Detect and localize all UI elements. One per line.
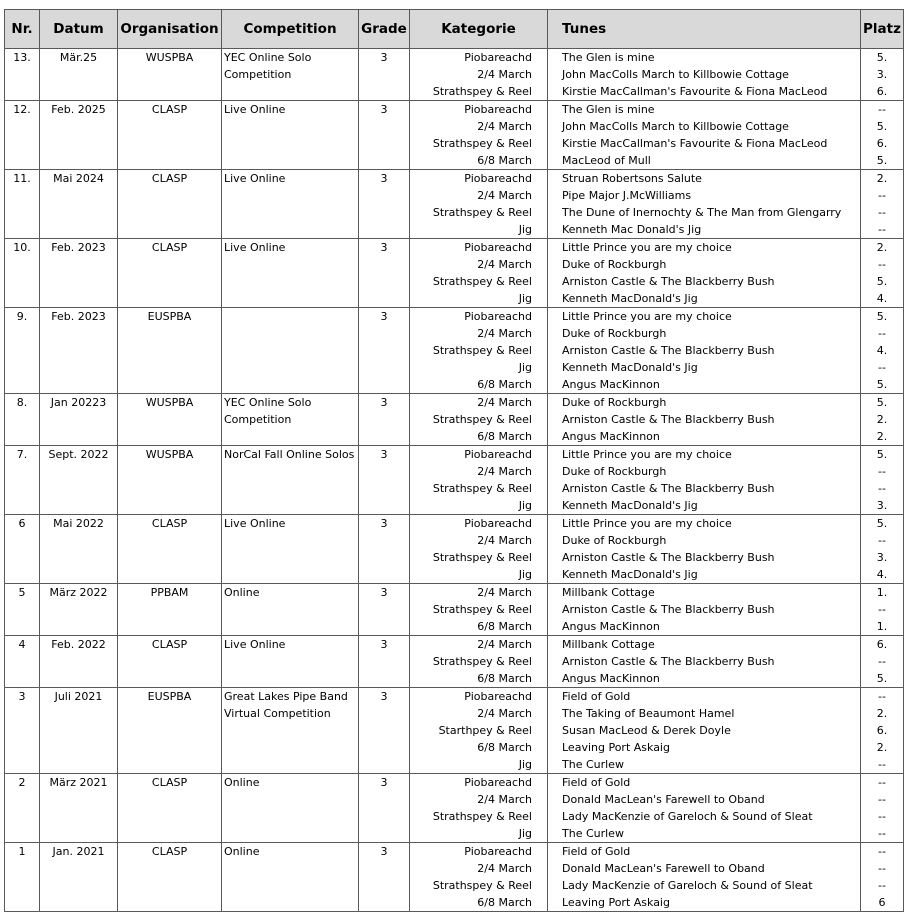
cell-datum: Feb. 2025 [40, 101, 118, 170]
kategorie-line: 6/8 March [477, 741, 532, 754]
tune-line: Duke of Rockburgh [562, 327, 667, 340]
kategorie-line: 2/4 March [477, 396, 532, 409]
cell-datum: Sept. 2022 [40, 446, 118, 515]
kategorie-line: 2/4 March [477, 707, 532, 720]
platz-line: -- [878, 189, 886, 202]
cell-platz [861, 515, 904, 584]
cell-organisation: WUSPBA [118, 446, 222, 515]
cell-platz [861, 239, 904, 308]
platz-line: 2. [876, 172, 888, 185]
platz-line: -- [878, 258, 886, 271]
cell-kategorie [410, 843, 548, 912]
cell-organisation: CLASP [118, 636, 222, 688]
platz-line: 5. [876, 120, 888, 133]
cell-nr: 7. [5, 446, 40, 515]
cell-organisation: CLASP [118, 843, 222, 912]
kategorie-line: Piobareachd [464, 517, 532, 530]
cell-datum: März 2021 [40, 774, 118, 843]
cell-kategorie [410, 170, 548, 239]
platz-line: 5. [876, 378, 888, 391]
cell-platz [861, 584, 904, 636]
cell-competition: Online [222, 774, 359, 843]
tune-line: Arniston Castle & The Blackberry Bush [562, 551, 775, 564]
kategorie-line: Strathspey & Reel [432, 879, 532, 892]
kategorie-line: 2/4 March [477, 793, 532, 806]
kategorie-line: Piobareachd [464, 51, 532, 64]
platz-line: -- [878, 655, 886, 668]
cell-grade: 3 [359, 688, 410, 774]
results-table-wrapper [4, 9, 904, 912]
tune-line: Little Prince you are my choice [562, 241, 732, 254]
platz-line: 5. [876, 517, 888, 530]
tune-line: Donald MacLean's Farewell to Oband [562, 862, 765, 875]
cell-grade: 3 [359, 49, 410, 101]
kategorie-line: 6/8 March [477, 896, 532, 909]
header-kategorie: Kategorie [410, 10, 548, 49]
cell-kategorie [410, 774, 548, 843]
platz-line: 5. [876, 396, 888, 409]
cell-nr: 6 [5, 515, 40, 584]
tune-line: The Dune of Inernochty & The Man from Glengarry [562, 206, 842, 219]
cell-nr: 13. [5, 49, 40, 101]
cell-tunes [548, 446, 861, 515]
cell-organisation: CLASP [118, 170, 222, 239]
tune-line: Millbank Cottage [562, 586, 655, 599]
platz-line: 3. [876, 68, 888, 81]
kategorie-line: 2/4 March [477, 465, 532, 478]
cell-tunes [548, 101, 861, 170]
cell-platz [861, 774, 904, 843]
platz-line: -- [878, 879, 886, 892]
cell-platz [861, 170, 904, 239]
platz-line: -- [878, 327, 886, 340]
platz-line: 5. [876, 275, 888, 288]
cell-datum: Mär.25 [40, 49, 118, 101]
kategorie-line: 6/8 March [477, 620, 532, 633]
tune-line: Little Prince you are my choice [562, 448, 732, 461]
cell-kategorie [410, 688, 548, 774]
platz-line: 2. [876, 741, 888, 754]
tune-line: The Curlew [562, 827, 624, 840]
kategorie-line: Jig [518, 223, 532, 236]
platz-line: -- [878, 758, 886, 771]
kategorie-line: Piobareachd [464, 103, 532, 116]
cell-kategorie [410, 308, 548, 394]
cell-platz [861, 843, 904, 912]
platz-line: 2. [876, 413, 888, 426]
cell-datum: Juli 2021 [40, 688, 118, 774]
tune-line: Angus MacKinnon [562, 378, 660, 391]
cell-platz [861, 49, 904, 101]
cell-competition: Online [222, 584, 359, 636]
platz-line: 6. [876, 137, 888, 150]
tune-line: Kirstie MacCallman's Favourite & Fiona MacLeod [562, 85, 828, 98]
tune-line: Duke of Rockburgh [562, 534, 667, 547]
header-platz: Platz [861, 10, 904, 49]
platz-line: 5. [876, 51, 888, 64]
platz-line: -- [878, 690, 886, 703]
tune-line: Field of Gold [562, 776, 631, 789]
cell-platz [861, 636, 904, 688]
cell-grade: 3 [359, 239, 410, 308]
kategorie-line: Starthpey & Reel [438, 724, 532, 737]
platz-line: 2. [876, 707, 888, 720]
tune-line: Lady MacKenzie of Gareloch & Sound of Sleat [562, 810, 813, 823]
cell-tunes [548, 170, 861, 239]
tune-line: Field of Gold [562, 845, 631, 858]
header-tunes: Tunes [548, 10, 861, 49]
table-row [5, 239, 904, 308]
cell-kategorie [410, 239, 548, 308]
cell-organisation: EUSPBA [118, 688, 222, 774]
platz-line: 1. [876, 620, 888, 633]
platz-line: 4. [876, 292, 888, 305]
cell-datum: Jan. 2021 [40, 843, 118, 912]
cell-nr: 9. [5, 308, 40, 394]
kategorie-line: 6/8 March [477, 672, 532, 685]
cell-organisation: PPBAM [118, 584, 222, 636]
kategorie-line: Piobareachd [464, 776, 532, 789]
table-row [5, 49, 904, 101]
kategorie-line: Strathspey & Reel [432, 344, 532, 357]
kategorie-line: 2/4 March [477, 638, 532, 651]
cell-grade: 3 [359, 774, 410, 843]
kategorie-line: Jig [518, 758, 532, 771]
platz-line: 6. [876, 638, 888, 651]
tune-line: Little Prince you are my choice [562, 310, 732, 323]
kategorie-line: Piobareachd [464, 690, 532, 703]
cell-kategorie [410, 394, 548, 446]
tune-line: The Taking of Beaumont Hamel [562, 707, 735, 720]
platz-line: 2. [876, 241, 888, 254]
cell-tunes [548, 49, 861, 101]
kategorie-line: Piobareachd [464, 172, 532, 185]
tune-line: John MacColls March to Killbowie Cottage [562, 68, 789, 81]
cell-platz [861, 101, 904, 170]
kategorie-line: 6/8 March [477, 378, 532, 391]
cell-nr: 3 [5, 688, 40, 774]
kategorie-line: 2/4 March [477, 68, 532, 81]
cell-datum: Feb. 2023 [40, 308, 118, 394]
platz-line: 3. [876, 551, 888, 564]
tune-line: Kenneth MacDonald's Jig [562, 292, 698, 305]
platz-line: 6 [878, 896, 886, 909]
cell-grade: 3 [359, 636, 410, 688]
tune-line: The Glen is mine [562, 51, 655, 64]
tune-line: Pipe Major J.McWilliams [562, 189, 692, 202]
tune-line: Struan Robertsons Salute [562, 172, 702, 185]
header-grade: Grade [359, 10, 410, 49]
platz-line: -- [878, 361, 886, 374]
cell-platz [861, 446, 904, 515]
kategorie-line: Strathspey & Reel [432, 482, 532, 495]
kategorie-line: Jig [518, 292, 532, 305]
table-row [5, 394, 904, 446]
tune-line: Arniston Castle & The Blackberry Bush [562, 603, 775, 616]
tune-line: Kenneth MacDonald's Jig [562, 361, 698, 374]
tune-line: The Curlew [562, 758, 624, 771]
cell-kategorie [410, 515, 548, 584]
platz-line: 1. [876, 586, 888, 599]
cell-organisation: CLASP [118, 239, 222, 308]
cell-kategorie [410, 636, 548, 688]
kategorie-line: 2/4 March [477, 586, 532, 599]
kategorie-line: Strathspey & Reel [432, 206, 532, 219]
cell-organisation: WUSPBA [118, 394, 222, 446]
table-row [5, 446, 904, 515]
platz-line: -- [878, 827, 886, 840]
cell-competition: Live Online [222, 101, 359, 170]
kategorie-line: 2/4 March [477, 189, 532, 202]
cell-datum: Feb. 2023 [40, 239, 118, 308]
tune-line: John MacColls March to Killbowie Cottage [562, 120, 789, 133]
cell-datum: Mai 2024 [40, 170, 118, 239]
platz-line: -- [878, 603, 886, 616]
tune-line: Arniston Castle & The Blackberry Bush [562, 482, 775, 495]
cell-nr: 12. [5, 101, 40, 170]
cell-tunes [548, 308, 861, 394]
tune-line: Arniston Castle & The Blackberry Bush [562, 275, 775, 288]
cell-organisation: CLASP [118, 101, 222, 170]
cell-grade: 3 [359, 394, 410, 446]
cell-kategorie [410, 584, 548, 636]
cell-kategorie [410, 49, 548, 101]
cell-grade: 3 [359, 101, 410, 170]
tune-line: The Glen is mine [562, 103, 655, 116]
platz-line: -- [878, 206, 886, 219]
tune-line: Susan MacLeod & Derek Doyle [562, 724, 731, 737]
cell-nr: 10. [5, 239, 40, 308]
kategorie-line: 6/8 March [477, 430, 532, 443]
cell-grade: 3 [359, 843, 410, 912]
tune-line: Angus MacKinnon [562, 620, 660, 633]
cell-kategorie [410, 101, 548, 170]
kategorie-line: Piobareachd [464, 310, 532, 323]
platz-line: 6. [876, 724, 888, 737]
tune-line: Arniston Castle & The Blackberry Bush [562, 344, 775, 357]
header-row [5, 10, 904, 49]
cell-tunes [548, 636, 861, 688]
header-competition: Competition [222, 10, 359, 49]
cell-nr: 11. [5, 170, 40, 239]
kategorie-line: Strathspey & Reel [432, 655, 532, 668]
kategorie-line: Jig [518, 499, 532, 512]
header-organisation: Organisation [118, 10, 222, 49]
tune-line: Little Prince you are my choice [562, 517, 732, 530]
platz-line: 4. [876, 344, 888, 357]
cell-platz [861, 688, 904, 774]
tune-line: Arniston Castle & The Blackberry Bush [562, 413, 775, 426]
tune-line: Duke of Rockburgh [562, 258, 667, 271]
cell-datum: Mai 2022 [40, 515, 118, 584]
kategorie-line: 6/8 March [477, 154, 532, 167]
cell-competition: Live Online [222, 515, 359, 584]
platz-line: 6. [876, 85, 888, 98]
header-nr: Nr. [5, 10, 40, 49]
kategorie-line: 2/4 March [477, 120, 532, 133]
kategorie-line: Strathspey & Reel [432, 603, 532, 616]
kategorie-line: Jig [518, 827, 532, 840]
cell-tunes [548, 843, 861, 912]
tune-line: Arniston Castle & The Blackberry Bush [562, 655, 775, 668]
table-row [5, 636, 904, 688]
cell-organisation: CLASP [118, 774, 222, 843]
table-row [5, 308, 904, 394]
kategorie-line: 2/4 March [477, 534, 532, 547]
tune-line: Angus MacKinnon [562, 672, 660, 685]
cell-nr: 2 [5, 774, 40, 843]
cell-tunes [548, 515, 861, 584]
tune-line: Angus MacKinnon [562, 430, 660, 443]
cell-tunes [548, 774, 861, 843]
cell-nr: 8. [5, 394, 40, 446]
cell-tunes [548, 584, 861, 636]
kategorie-line: Strathspey & Reel [432, 275, 532, 288]
cell-grade: 3 [359, 515, 410, 584]
kategorie-line: Strathspey & Reel [432, 810, 532, 823]
platz-line: 5. [876, 448, 888, 461]
platz-line: -- [878, 223, 886, 236]
tune-line: Leaving Port Askaig [562, 896, 670, 909]
cell-datum: Jan 20223 [40, 394, 118, 446]
cell-datum: März 2022 [40, 584, 118, 636]
cell-nr: 1 [5, 843, 40, 912]
platz-line: -- [878, 793, 886, 806]
header-datum: Datum [40, 10, 118, 49]
platz-line: -- [878, 810, 886, 823]
cell-competition [222, 308, 359, 394]
platz-line: 2. [876, 430, 888, 443]
results-table [4, 9, 904, 912]
table-row [5, 584, 904, 636]
cell-competition: YEC Online Solo Competition [222, 49, 359, 101]
tune-line: Donald MacLean's Farewell to Oband [562, 793, 765, 806]
kategorie-line: Piobareachd [464, 241, 532, 254]
cell-datum: Feb. 2022 [40, 636, 118, 688]
kategorie-line: Strathspey & Reel [432, 551, 532, 564]
table-row [5, 774, 904, 843]
cell-nr: 4 [5, 636, 40, 688]
cell-nr: 5 [5, 584, 40, 636]
platz-line: -- [878, 776, 886, 789]
platz-line: 5. [876, 310, 888, 323]
kategorie-line: 2/4 March [477, 258, 532, 271]
tune-line: Duke of Rockburgh [562, 396, 667, 409]
kategorie-line: 2/4 March [477, 327, 532, 340]
cell-competition: Live Online [222, 239, 359, 308]
platz-line: 3. [876, 499, 888, 512]
cell-competition: Online [222, 843, 359, 912]
cell-grade: 3 [359, 584, 410, 636]
kategorie-line: 2/4 March [477, 862, 532, 875]
table-row [5, 515, 904, 584]
table-row [5, 843, 904, 912]
kategorie-line: Jig [518, 568, 532, 581]
cell-competition: YEC Online Solo Competition [222, 394, 359, 446]
platz-line: -- [878, 862, 886, 875]
tune-line: Lady MacKenzie of Gareloch & Sound of Sleat [562, 879, 813, 892]
platz-line: 4. [876, 568, 888, 581]
cell-competition: Live Online [222, 170, 359, 239]
kategorie-line: Strathspey & Reel [432, 413, 532, 426]
platz-line: -- [878, 845, 886, 858]
cell-grade: 3 [359, 446, 410, 515]
tune-line: Leaving Port Askaig [562, 741, 670, 754]
platz-line: -- [878, 103, 886, 116]
platz-line: -- [878, 482, 886, 495]
cell-platz [861, 394, 904, 446]
kategorie-line: Jig [518, 361, 532, 374]
table-row [5, 170, 904, 239]
cell-kategorie [410, 446, 548, 515]
cell-competition: Great Lakes Pipe Band Virtual Competition [222, 688, 359, 774]
kategorie-line: Piobareachd [464, 448, 532, 461]
cell-tunes [548, 688, 861, 774]
table-row [5, 101, 904, 170]
tune-line: Kirstie MacCallman's Favourite & Fiona MacLeod [562, 137, 828, 150]
tune-line: Kenneth MacDonald's Jig [562, 568, 698, 581]
tune-line: Millbank Cottage [562, 638, 655, 651]
kategorie-line: Piobareachd [464, 845, 532, 858]
cell-organisation: WUSPBA [118, 49, 222, 101]
cell-platz [861, 308, 904, 394]
cell-tunes [548, 239, 861, 308]
platz-line: -- [878, 534, 886, 547]
table-row [5, 688, 904, 774]
cell-competition: Live Online [222, 636, 359, 688]
cell-grade: 3 [359, 170, 410, 239]
tune-line: Field of Gold [562, 690, 631, 703]
cell-tunes [548, 394, 861, 446]
kategorie-line: Strathspey & Reel [432, 85, 532, 98]
results-body [5, 49, 904, 912]
cell-grade: 3 [359, 308, 410, 394]
cell-organisation: CLASP [118, 515, 222, 584]
tune-line: Duke of Rockburgh [562, 465, 667, 478]
platz-line: 5. [876, 154, 888, 167]
kategorie-line: Strathspey & Reel [432, 137, 532, 150]
platz-line: -- [878, 465, 886, 478]
tune-line: Kenneth MacDonald's Jig [562, 499, 698, 512]
tune-line: Kenneth Mac Donald's Jig [562, 223, 702, 236]
cell-competition: NorCal Fall Online Solos [222, 446, 359, 515]
tune-line: MacLeod of Mull [562, 154, 651, 167]
platz-line: 5. [876, 672, 888, 685]
cell-organisation: EUSPBA [118, 308, 222, 394]
